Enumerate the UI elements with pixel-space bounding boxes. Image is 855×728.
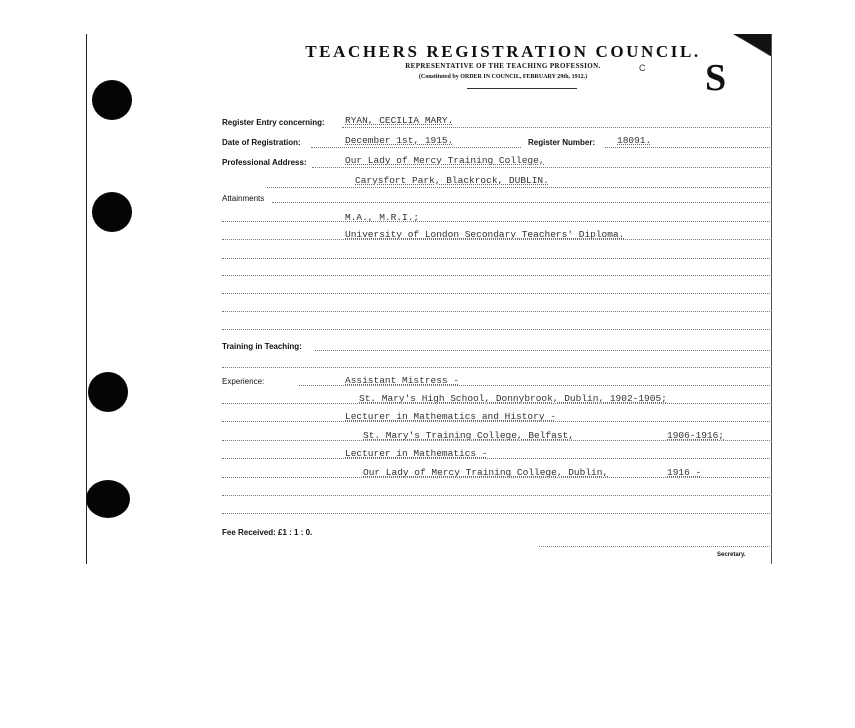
experience-rule-2 [222, 403, 770, 404]
experience-line-4-years: 1906-1916; [667, 430, 725, 441]
register-entry-line [342, 127, 770, 128]
small-mark: C [639, 63, 646, 73]
attainments-rule-0 [272, 202, 770, 203]
experience-line-2: St. Mary's High School, Donnybrook, Dublin, 1902-1905; [359, 393, 667, 404]
experience-line-5: Lecturer in Mathematics - [345, 448, 488, 459]
secretary-signature-line [539, 546, 770, 547]
register-number-label: Register Number: [528, 138, 596, 147]
attainments-line-1: M.A., M.R.I.; [345, 212, 420, 223]
address-line-1-rule [312, 167, 770, 168]
registration-card [86, 34, 772, 564]
register-number-line [605, 147, 770, 148]
attainments-rule-6 [222, 311, 770, 312]
stamp-letter: S [705, 57, 727, 99]
attainments-rule-7 [222, 329, 770, 330]
date-of-registration-value: December 1st, 1915. [345, 135, 454, 146]
experience-rule-3 [222, 421, 770, 422]
experience-line-3: Lecturer in Mathematics and History - [345, 411, 556, 422]
experience-line-1: Assistant Mistress - [345, 375, 460, 386]
folded-corner-icon [733, 34, 771, 56]
attainments-rule-5 [222, 293, 770, 294]
council-title: TEACHERS REGISTRATION COUNCIL. [305, 42, 701, 61]
address-line-1: Our Lady of Mercy Training College, [345, 155, 545, 166]
fee-received-label: Fee Received: £1 : 1 : 0. [222, 528, 313, 537]
training-label: Training in Teaching: [222, 342, 302, 351]
attainments-rule-3 [222, 258, 770, 259]
experience-rule-6 [222, 477, 770, 478]
address-line-2: Carysfort Park, Blackrock, DUBLIN. [355, 175, 549, 186]
experience-rule-5 [222, 458, 770, 459]
attainments-rule-4 [222, 275, 770, 276]
register-entry-label: Register Entry concerning: [222, 118, 325, 127]
experience-line-6: Our Lady of Mercy Training College, Dublin, [363, 467, 609, 478]
secretary-label: Secretary. [717, 552, 746, 558]
experience-rule-8 [222, 513, 770, 514]
register-number-value: 18091. [617, 135, 652, 146]
experience-label: Experience: [222, 377, 265, 386]
professional-address-label: Professional Address: [222, 158, 307, 167]
register-entry-value: RYAN, CECILIA MARY. [345, 115, 454, 126]
attainments-line-2: University of London Secondary Teachers' Diploma. [345, 229, 625, 240]
attainments-rule-1 [222, 221, 770, 222]
experience-rule-7 [222, 495, 770, 496]
attainments-label: Attainments [222, 194, 265, 203]
experience-line-4: St. Mary's Training College, Belfast, [363, 430, 574, 441]
attainments-rule-2 [222, 239, 770, 240]
training-rule-2 [222, 367, 770, 368]
council-subtitle: REPRESENTATIVE OF THE TEACHING PROFESSION. [405, 62, 601, 70]
date-line [311, 147, 521, 148]
experience-rule-4 [222, 440, 770, 441]
title-rule [467, 88, 577, 89]
experience-line-6-years: 1916 - [667, 467, 702, 478]
constituted-note: (Constituted by ORDER IN COUNCIL, FEBRUARY 29th, 1912.) [418, 74, 588, 80]
experience-rule-1 [299, 385, 770, 386]
date-of-registration-label: Date of Registration: [222, 138, 301, 147]
address-line-2-rule [267, 187, 770, 188]
training-rule [315, 350, 770, 351]
